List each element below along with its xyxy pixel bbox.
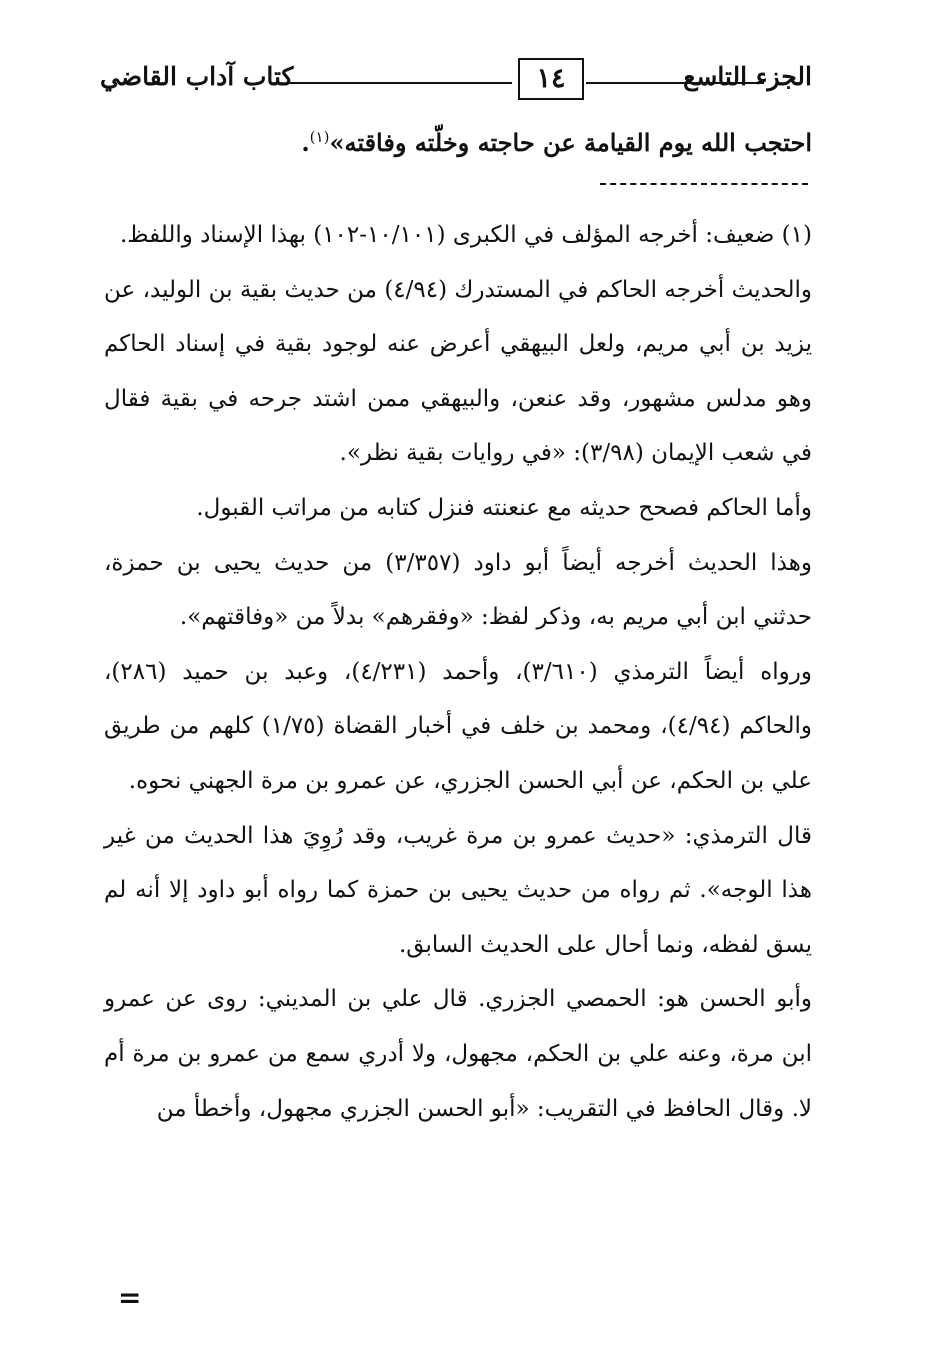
footnotes <box>104 208 812 1136</box>
footnote-paragraph: (١) ضعيف: أخرجه المؤلف في الكبرى (١٠/١٠١-١٠٢) بهذا الإسناد واللفظ. <box>119 222 812 248</box>
footnote-paragraph: قال الترمذي: «حديث عمرو بن مرة غريب، وقد رُوِيَ هذا الحديث من غير هذا الوجه». ثم رواه من حديث يحيى بن حمزة كما رواه أبو داود إلا أنه لم يسق لفظه، ونما أحال على الحديث السابق. <box>104 822 812 958</box>
book-title: كتاب آداب القاضي <box>100 62 294 91</box>
footnote-paragraph: وأما الحاكم فصحح حديثه مع عنعنته فنزل كتابه من مراتب القبول. <box>196 494 812 521</box>
header-rule-left <box>288 82 512 84</box>
footnote-separator <box>600 183 808 185</box>
footnote-paragraph: ورواه أيضاً الترمذي (٣/٦١٠)، وأحمد (٤/٢٣١)، وعبد بن حميد (٢٨٦)، والحاكم (٤/٩٤)، ومحمد بن خلف في أخبار القضاة (١/٧٥) كلهم من طريق علي بن الحكم، عن أبي الحسن الجزري، عن عمرو بن مرة الجهني نحوه. <box>104 658 812 794</box>
part-title: الجزء التاسع <box>683 62 812 91</box>
continuation-mark: = <box>118 1281 142 1314</box>
footnote-marker: (١) <box>309 128 330 146</box>
running-header <box>100 58 812 102</box>
footnote-paragraph: وأبو الحسن هو: الحمصي الجزري. قال علي بن المديني: روى عن عمرو ابن مرة، وعنه علي بن الحكم، مجهول، ولا أدري سمع من عمرو بن مرة أم لا. وقال الحافظ في التقريب: «أبو الحسن الجزري مجهول، وأخطأ من <box>104 986 812 1122</box>
footnote-paragraph: وهذا الحديث أخرجه أيضاً أبو داود (٣/٣٥٧) من حديث يحيى بن حمزة، حدثني ابن أبي مريم به، وذكر لفظ: «وفقرهم» بدلاً من «وفاقتهم». <box>104 549 812 631</box>
footnote-paragraph: والحديث أخرجه الحاكم في المستدرك (٤/٩٤) من حديث بقية بن الوليد، عن يزيد بن أبي مريم، ولعل البيهقي أعرض عنه لوجود بقية في إسناد الحاكم وهو مدلس مشهور، وقد عنعن، والبيهقي ممن اشتد جرحه في بقية فقال في شعب الإيمان (٣/٩٨): «في روايات بقية نظر». <box>104 276 813 467</box>
page-number: ١٤ <box>518 58 584 100</box>
main-text-body: احتجب الله يوم القيامة عن حاجته وخلّته وفاقته» <box>329 128 812 157</box>
main-text: احتجب الله يوم القيامة عن حاجته وخلّته وفاقته»$^{(١)}$. <box>301 128 812 157</box>
